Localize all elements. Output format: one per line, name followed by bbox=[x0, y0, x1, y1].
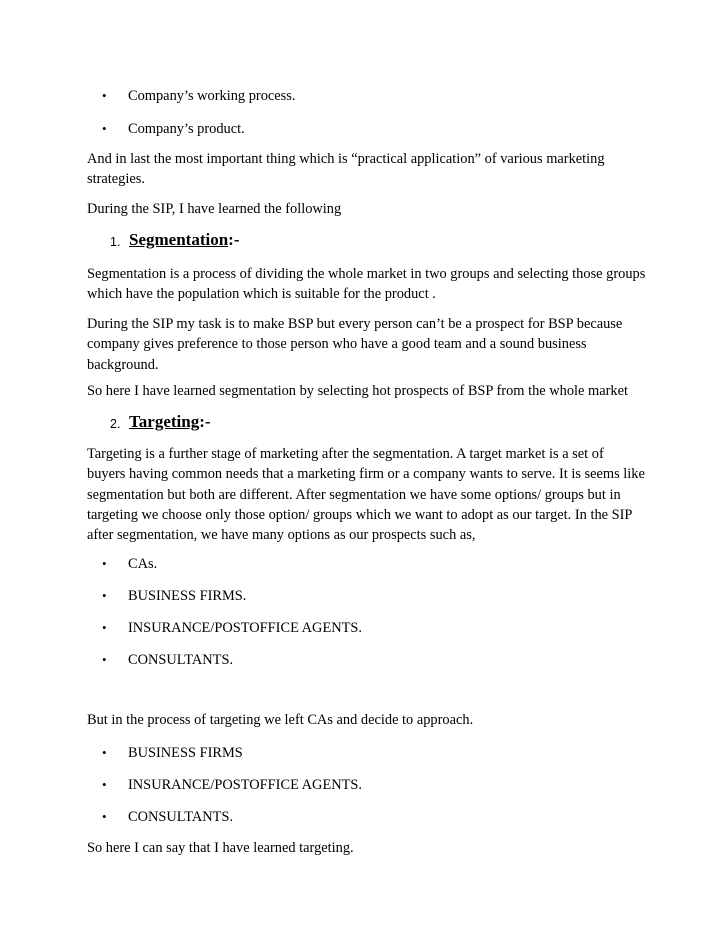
list-item: Company’s product. bbox=[128, 121, 245, 137]
text-line: During the SIP my task is to make BSP but every person can’t be a prospect for BSP because bbox=[87, 316, 623, 332]
heading-suffix: :- bbox=[199, 412, 211, 431]
bullet-icon: • bbox=[102, 556, 107, 571]
section-heading-targeting bbox=[129, 411, 211, 433]
bullet-icon: • bbox=[102, 588, 107, 603]
bullet-icon: • bbox=[102, 777, 107, 792]
list-item: CONSULTANTS. bbox=[128, 652, 234, 668]
targeting-approach-line: But in the process of targeting we left CAs and decide to approach. bbox=[87, 712, 474, 728]
list-item: BUSINESS FIRMS bbox=[128, 745, 243, 761]
intro-paragraph bbox=[87, 149, 605, 190]
during-sip-line: During the SIP, I have learned the following bbox=[87, 201, 342, 217]
text-line: strategies. bbox=[87, 171, 145, 188]
bullet-icon: • bbox=[102, 620, 107, 635]
text-line: And in last the most important thing which is “practical application” of various marketing bbox=[87, 151, 605, 167]
list-item: BUSINESS FIRMS. bbox=[128, 588, 247, 604]
bullet-icon: • bbox=[102, 809, 107, 824]
section-number: 2. bbox=[110, 417, 121, 431]
text-line: company gives preference to those person who have a good team and a sound business bbox=[87, 336, 587, 353]
text-line: Segmentation is a process of dividing the whole market in two groups and selecting those groups bbox=[87, 266, 646, 282]
heading-title: Segmentation bbox=[129, 230, 229, 249]
text-line: buyers having common needs that a marketing firm or a company wants to serve. It is seems like bbox=[87, 466, 645, 483]
segmentation-task-paragraph bbox=[87, 314, 622, 375]
list-item: INSURANCE/POSTOFFICE AGENTS. bbox=[128, 620, 363, 636]
list-item: INSURANCE/POSTOFFICE AGENTS. bbox=[128, 777, 363, 793]
heading-title: Targeting bbox=[129, 412, 200, 431]
text-line: which have the population which is suitable for the product . bbox=[87, 286, 436, 303]
bullet-icon: • bbox=[102, 121, 107, 136]
heading-suffix: :- bbox=[228, 230, 240, 249]
list-item: CAs. bbox=[128, 556, 158, 572]
segmentation-paragraph bbox=[87, 264, 645, 305]
text-line: segmentation but both are different. After segmentation we have some options/ groups but in bbox=[87, 486, 621, 503]
targeting-conclusion: So here I can say that I have learned targeting. bbox=[87, 840, 354, 856]
text-line: after segmentation, we have many options as our prospects such as, bbox=[87, 527, 476, 544]
targeting-paragraph bbox=[87, 444, 645, 545]
segmentation-conclusion: So here I have learned segmentation by selecting hot prospects of BSP from the whole market bbox=[87, 383, 628, 399]
list-item: CONSULTANTS. bbox=[128, 809, 234, 825]
section-number: 1. bbox=[110, 235, 121, 249]
list-item: Company’s working process. bbox=[128, 88, 296, 104]
section-heading-segmentation bbox=[129, 229, 240, 251]
bullet-icon: • bbox=[102, 88, 107, 103]
text-line: targeting we choose only those option/ groups which we want to adopt as our target. In the SIP bbox=[87, 506, 633, 523]
bullet-icon: • bbox=[102, 652, 107, 667]
bullet-icon: • bbox=[102, 745, 107, 760]
text-line: background. bbox=[87, 356, 159, 373]
text-line: Targeting is a further stage of marketing after the segmentation. A target market is a set of bbox=[87, 446, 604, 462]
